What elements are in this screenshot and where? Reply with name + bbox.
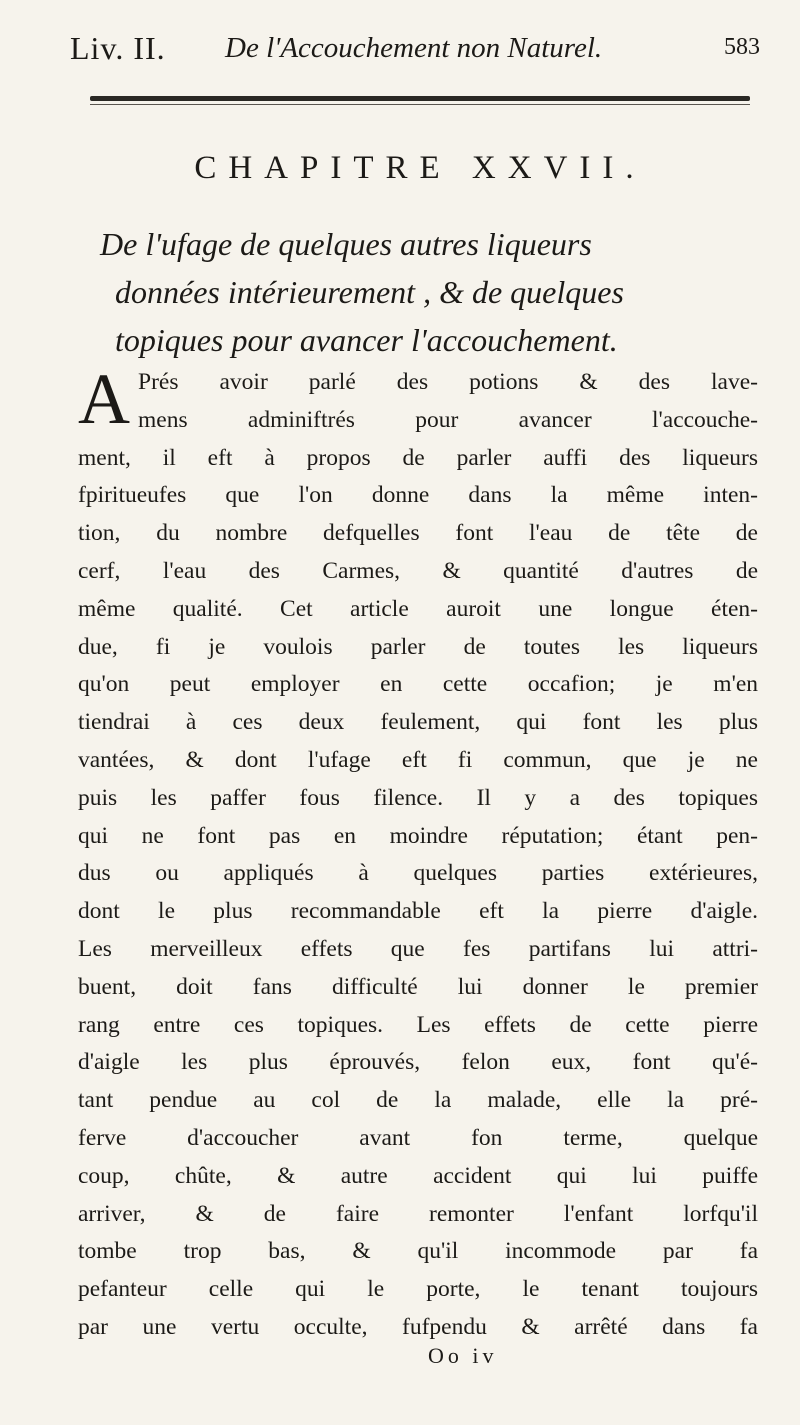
text-line: buent, doit fans difficulté lui donner le premier	[78, 973, 758, 1000]
text-line: cerf, l'eau des Carmes, & quantité d'autres de	[78, 557, 758, 584]
text-line: tion, du nombre defquelles font l'eau de tête de	[78, 520, 758, 547]
text-line: fpiritueufes que l'on donne dans la même inten-	[78, 482, 758, 509]
chapter-heading: CHAPITRE XXVII.	[194, 150, 646, 186]
text-line: Les merveilleux effets que fes partifans lui attri-	[78, 935, 758, 962]
text-line: mens adminiftrés pour avancer l'accouche-	[138, 406, 758, 433]
text-line: d'aigle les plus éprouvés, felon eux, font qu'é-	[78, 1049, 758, 1076]
text-line: ment, il eft à propos de parler auffi des liqueurs	[78, 444, 758, 471]
text-line: pefanteur celle qui le porte, le tenant toujours	[78, 1276, 758, 1303]
text-line: dont le plus recommandable eft la pierre d'aigle.	[78, 898, 758, 925]
text-line: Prés avoir parlé des potions & des lave-	[138, 369, 758, 395]
body-text	[78, 359, 758, 1347]
chapter-title	[100, 220, 760, 364]
text-line: coup, chûte, & autre accident qui lui puiffe	[78, 1162, 758, 1189]
text-line: puis les paffer fous filence. Il y a des topiques	[78, 784, 758, 811]
chapter-title-line: données intérieurement , & de quelques	[115, 274, 624, 310]
header-rule-thin	[90, 104, 750, 105]
page-number: 583	[724, 34, 760, 60]
running-head	[70, 30, 760, 74]
text-line: tant pendue au col de la malade, elle la pré-	[78, 1087, 758, 1114]
header-rule	[90, 96, 750, 101]
text-line: tiendrai à ces deux feulement, qui font les plus	[78, 709, 758, 736]
text-line: tombe trop bas, & qu'il incommode par fa	[78, 1238, 758, 1265]
text-line: ferve d'accoucher avant fon terme, quelque	[78, 1124, 758, 1151]
text-line: vantées, & dont l'ufage eft fi commun, que je ne	[78, 746, 758, 773]
text-line: qui ne font pas en moindre réputation; étant pen-	[78, 822, 758, 849]
text-line: qu'on peut employer en cette occafion; je m'en	[78, 671, 758, 698]
text-line: dus ou appliqués à quelques parties extérieures,	[78, 860, 758, 887]
running-title: De l'Accouchement non Naturel.	[225, 32, 603, 64]
book-number: Liv. II.	[70, 30, 166, 66]
text-line: due, fi je voulois parler de toutes les liqueurs	[78, 633, 758, 660]
chapter-title-line: topiques pour avancer l'accouchement.	[115, 322, 618, 358]
catchword: Oo iv	[428, 1343, 498, 1368]
text-line: arriver, & de faire remonter l'enfant lorfqu'il	[78, 1200, 758, 1227]
text-line: par une vertu occulte, fufpendu & arrêté dans fa	[78, 1313, 758, 1340]
chapter-title-line: De l'ufage de quelques autres liqueurs	[100, 226, 592, 262]
text-line: même qualité. Cet article auroit une longue éten-	[78, 595, 758, 622]
text-line: rang entre ces topiques. Les effets de cette pierre	[78, 1011, 758, 1038]
drop-cap: A	[78, 359, 130, 439]
